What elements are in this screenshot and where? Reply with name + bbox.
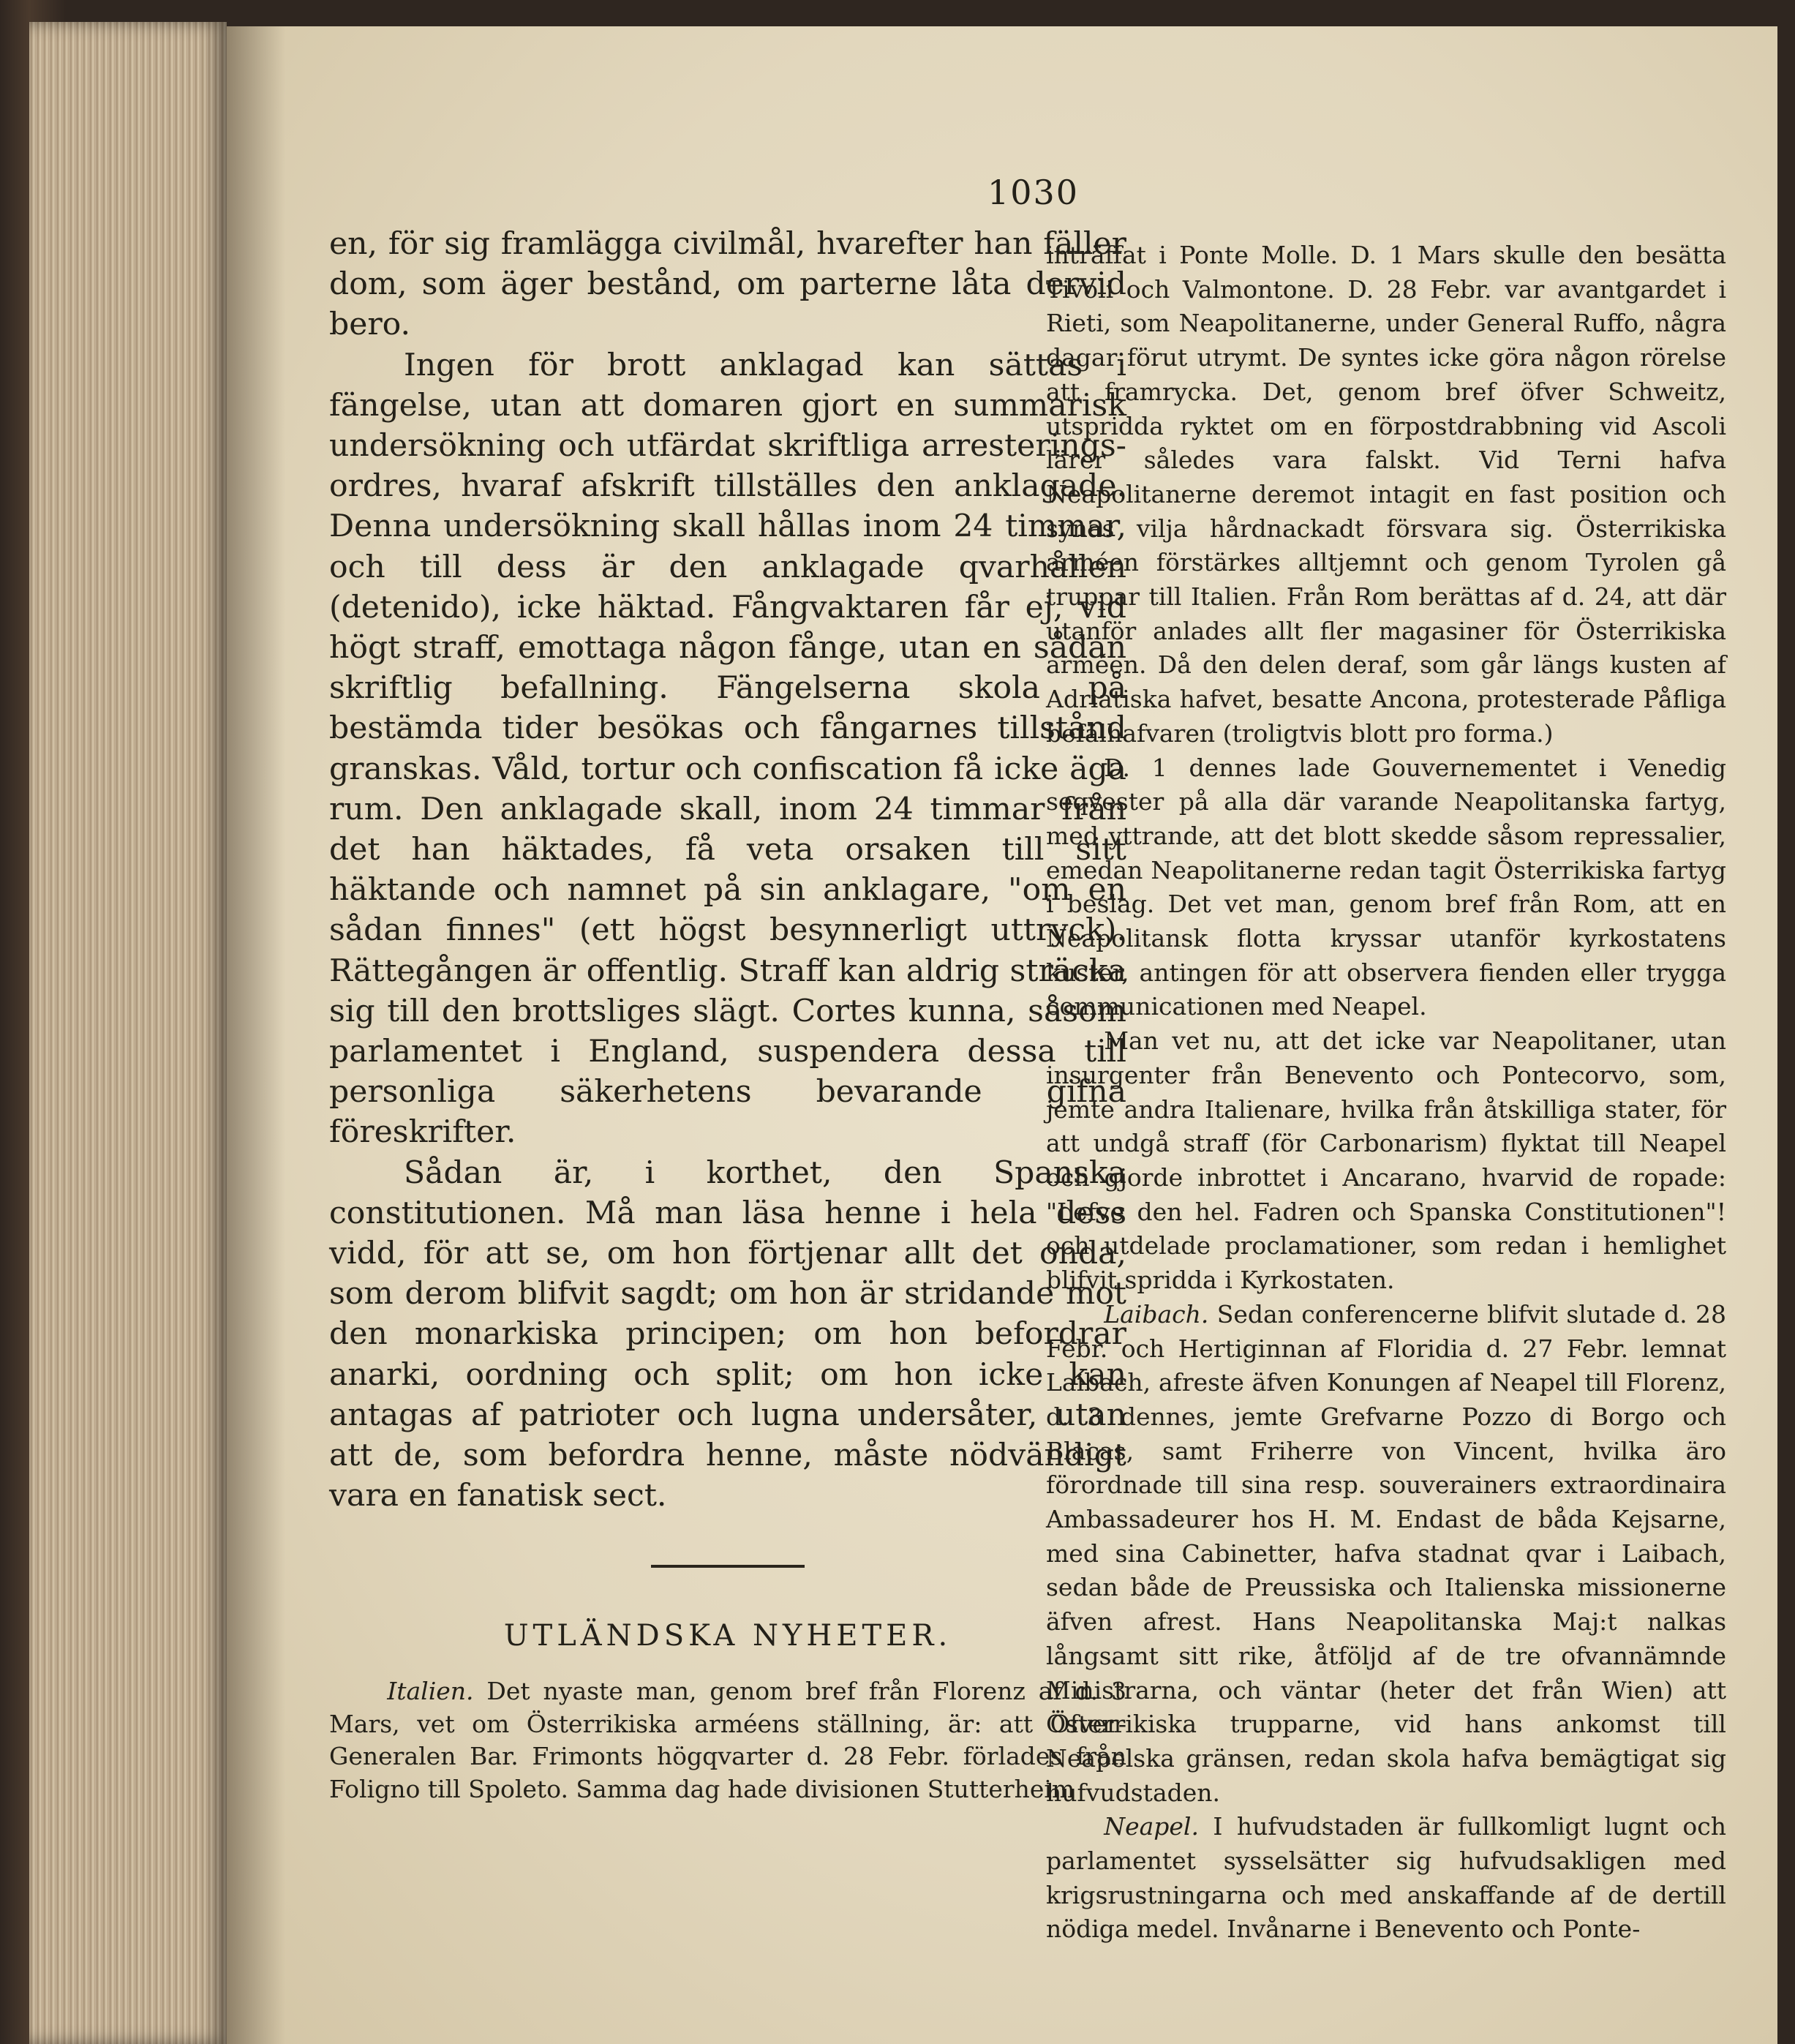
left-column <box>329 224 1126 1806</box>
section-divider <box>651 1565 805 1568</box>
page-number: 1030 <box>987 173 1080 212</box>
news-text: I hufvudstaden är fullkomligt lugnt och parlamentet sysselsätter sig hufvudsakligen med krigsrustningarna och med anskaffande af de dertill nödiga medel. Invånarne i Benevento och Ponte- <box>1046 1812 1726 1944</box>
paragraph: inträffat i Ponte Molle. D. 1 Mars skulle den besätta Tivoli och Valmontone. D. 28 Febr. var avantgardet i Rieti, som Neapolitanerne, under General Ruffo, några dagar förut utrymt. De syntes icke göra någon rörelse att framrycka. Det, genom bref öfver Schweitz, utspridda ryktet om en förpostdrabbning vid Ascoli lärer således vara falskt. Vid Terni hafva Neapolitanerne deremot intagit en fast position och synas vilja hårdnackadt försvara sig. Österrikiska arméen förstärkes alltjemnt och genom Tyrolen gå truppar till Italien. Från Rom berättas af d. 24, att där utanför anlades allt fler magasiner för Österrikiska arméen. Då den delen deraf, som går längs kusten af Adriatiska hafvet, besatte Ancona, protesterade Påfliga befälhafvaren (troligtvis blott pro forma.) <box>1046 241 1726 748</box>
news-text: Sedan conferencerne blifvit slutade d. 28 Febr. och Hertiginnan af Floridia d. 27 Febr. lemnat Laibach, afreste äfven Konungen af Neapel till Florenz, d. 3 dennes, jemte Grefvarne Pozzo di Borgo och Blacas, samt Friherre von Vincent, hvilka äro förordnade till sina resp. souverainers extraordinaira Ambassadeurer hos H. M. Endast de båda Kejsarne, med sina Cabinetter, hafva stadnat qvar i Laibach, sedan både de Preussiska och Italienska missionerne äfven afrest. Hans Neapolitanska Maj:t nalkas långsamt sitt rike, åtföljd af de tre ofvannämnde Ministrarna, och väntar (heter det från Wien) att Österrikiska trupparne, vid hans ankomst till Neapelska gränsen, redan skola hafva bemägtigat sig hufvudstaden. <box>1046 1299 1726 1807</box>
news-paragraph <box>329 1675 1126 1806</box>
paragraph: en, för sig framlägga civilmål, hvarefter han fäller dom, som äger bestånd, om parterne låta dervid bero. <box>329 226 1126 343</box>
news-paragraph <box>1046 1298 1726 1811</box>
news-place: Italien. <box>387 1676 474 1705</box>
news-place: Neapel. <box>1104 1812 1199 1841</box>
section-heading: UTLÄNDSKA NYHETER. <box>503 1618 952 1653</box>
news-paragraph <box>1046 1810 1726 1947</box>
gutter-shadow <box>227 26 285 2044</box>
book-page <box>227 26 1777 2044</box>
news-place: Laibach. <box>1104 1299 1209 1329</box>
news-text: Det nyaste man, genom bref från Florenz af d. 3 Mars, vet om Österrikiska arméens ställning, är: att Öfver-Generalen Bar. Frimonts högqvarter d. 28 Febr. förlades från Foligno till Spoleto. Samma dag hade divisionen Stutterheim <box>329 1676 1126 1804</box>
paragraph: Man vet nu, att det icke var Neapolitaner, utan insurgenter från Benevento och Pontecorvo, som, jemte andra Italienare, hvilka från åtskilliga stater, för att undgå straff (för Carbonarism) flyktat till Neapel och gjorde inbrottet i Ancarano, hvarvid de ropade: "Lefve den hel. Fadren och Spanska Constitutionen"! och utdelade proclamationer, som redan i hemlighet blifvit spridda i Kyrkostaten. <box>1046 1026 1726 1295</box>
right-column <box>1046 238 1726 1947</box>
paragraph: D. 1 dennes lade Gouvernementet i Venedig seqvester på alla där varande Neapolitanska fartyg, med yttrande, att det blott skedde såsom repressalier, emedan Neapolitanerne redan tagit Österrikiska fartyg i beslag. Det vet man, genom bref från Rom, att en Neapolitansk flotta kryssar utanför kyrkostatens kuster, antingen för att observera fienden eller trygga communicationen med Neapel. <box>1046 753 1726 1021</box>
paragraph: Ingen för brott anklagad kan sättas i fängelse, utan att domaren gjort en summarisk undersökning och utfärdat skriftliga arresterings-ordres, hvaraf afskrift tillställes den anklagade. Denna undersökning skall hållas inom 24 timmar, och till dess är den anklagade qvarhållen (detenido), icke häktad. Fångvaktaren får ej, vid högt straff, emottaga någon fånge, utan en sådan skriftlig befallning. Fängelserna skola på bestämda tider besökas och fångarnes tillstånd granskas. Våld, tortur och confiscation få icke äga rum. Den anklagade skall, inom 24 timmar från det han häktades, få veta orsaken till sitt häktande och namnet på sin anklagare, "om en sådan finnes" (ett högst besynnerligt uttryck). Rättegången är offentlig. Straff kan aldrig sträcka sig till den brottsliges slägt. Cortes kunna, såsom parlamentet i England, suspendera dessa till personliga säkerhetens bevarande gifna föreskrifter. <box>329 347 1126 1151</box>
page-edges <box>29 22 227 2044</box>
paragraph: Sådan är, i korthet, den Spanska constitutionen. Må man läsa henne i hela dess vidd, för att se, om hon förtjenar allt det onda, som derom blifvit sagdt; om hon är stridande mot den monarkiska principen; om hon befordrar anarki, oordning och split; om hon icke kan antagas af patrioter och lugna undersåter, utan att de, som befordra henne, måste nödvändigt vara en fanatisk sect. <box>329 1154 1126 1514</box>
